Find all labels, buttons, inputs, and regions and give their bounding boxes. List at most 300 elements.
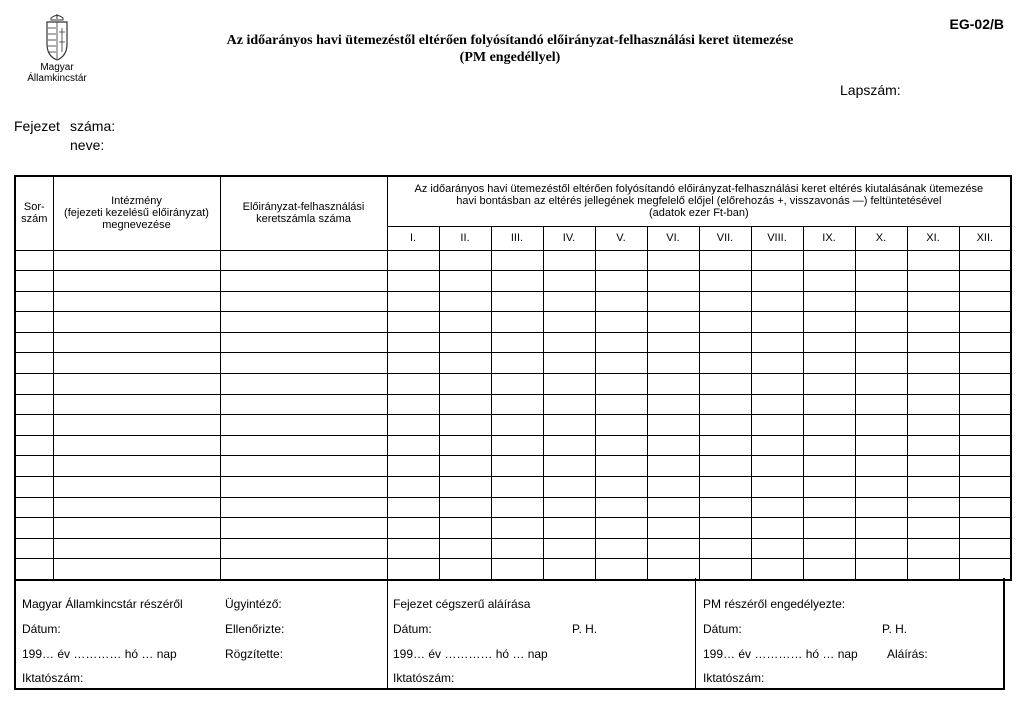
table-row xyxy=(15,518,1011,539)
table-cell[interactable] xyxy=(491,559,543,580)
table-cell[interactable] xyxy=(959,291,1011,312)
table-cell[interactable] xyxy=(543,497,595,518)
treasury-section-title: Magyar Államkincstár részéről xyxy=(22,597,183,611)
table-cell[interactable] xyxy=(959,435,1011,456)
table-cell[interactable] xyxy=(907,374,959,395)
table-cell[interactable] xyxy=(751,312,803,333)
table-cell[interactable] xyxy=(803,435,855,456)
table-cell[interactable] xyxy=(959,538,1011,559)
footer-divider xyxy=(387,578,388,690)
table-cell[interactable] xyxy=(387,291,439,312)
treasury-logo xyxy=(22,14,92,84)
table-cell[interactable] xyxy=(15,518,53,539)
table-cell[interactable] xyxy=(907,250,959,271)
table-cell[interactable] xyxy=(543,559,595,580)
table-row xyxy=(15,456,1011,477)
table-cell[interactable] xyxy=(15,497,53,518)
table-cell[interactable] xyxy=(855,415,907,436)
table-cell[interactable] xyxy=(855,312,907,333)
table-cell[interactable] xyxy=(387,497,439,518)
table-cell[interactable] xyxy=(53,312,220,333)
table-cell[interactable] xyxy=(439,374,491,395)
month-header: II. xyxy=(439,226,491,250)
table-cell[interactable] xyxy=(803,394,855,415)
table-row xyxy=(15,477,1011,498)
table-cell[interactable] xyxy=(751,538,803,559)
table-cell[interactable] xyxy=(803,291,855,312)
table-cell[interactable] xyxy=(439,559,491,580)
table-cell[interactable] xyxy=(15,332,53,353)
table-cell[interactable] xyxy=(439,435,491,456)
month-header: VI. xyxy=(647,226,699,250)
table-cell[interactable] xyxy=(699,374,751,395)
table-cell[interactable] xyxy=(53,456,220,477)
table-body xyxy=(15,250,1011,580)
table-cell[interactable] xyxy=(439,477,491,498)
table-cell[interactable] xyxy=(647,250,699,271)
month-header: I. xyxy=(387,226,439,250)
pm-stamp-label: P. H. xyxy=(882,622,908,636)
table-row xyxy=(15,497,1011,518)
table-cell[interactable] xyxy=(387,435,439,456)
table-cell[interactable] xyxy=(387,415,439,436)
table-cell[interactable] xyxy=(751,374,803,395)
table-cell[interactable] xyxy=(699,518,751,539)
table-cell[interactable] xyxy=(959,353,1011,374)
table-cell[interactable] xyxy=(53,291,220,312)
table-cell[interactable] xyxy=(751,497,803,518)
form-title-line2: (PM engedéllyel) xyxy=(459,50,561,65)
table-row xyxy=(15,250,1011,271)
table-cell[interactable] xyxy=(220,456,387,477)
table-cell[interactable] xyxy=(543,291,595,312)
table-cell[interactable] xyxy=(959,332,1011,353)
table-cell[interactable] xyxy=(53,271,220,292)
col-header-keretszamla-line1: Előirányzat-felhasználási xyxy=(242,201,365,214)
table-cell[interactable] xyxy=(907,394,959,415)
table-cell[interactable] xyxy=(439,271,491,292)
table-cell[interactable] xyxy=(387,477,439,498)
table-cell[interactable] xyxy=(53,435,220,456)
table-cell[interactable] xyxy=(220,497,387,518)
fejezet-date-line: 199… év ………… hó … nap xyxy=(393,647,548,661)
table-cell[interactable] xyxy=(647,477,699,498)
table-cell[interactable] xyxy=(959,374,1011,395)
table-cell[interactable] xyxy=(751,415,803,436)
table-cell[interactable] xyxy=(907,477,959,498)
table-cell[interactable] xyxy=(751,332,803,353)
table-row xyxy=(15,271,1011,292)
table-cell[interactable] xyxy=(491,250,543,271)
table-cell[interactable] xyxy=(220,477,387,498)
table-cell[interactable] xyxy=(439,332,491,353)
table-cell[interactable] xyxy=(543,415,595,436)
table-cell[interactable] xyxy=(53,374,220,395)
table-cell[interactable] xyxy=(53,353,220,374)
treasury-date-label: Dátum: xyxy=(22,622,61,636)
table-cell[interactable] xyxy=(907,415,959,436)
table-cell[interactable] xyxy=(15,477,53,498)
table-cell[interactable] xyxy=(855,271,907,292)
table-cell[interactable] xyxy=(491,353,543,374)
month-header: X. xyxy=(855,226,907,250)
fejezet-iktato-label: Iktatószám: xyxy=(393,671,455,685)
table-cell[interactable] xyxy=(647,538,699,559)
table-cell[interactable] xyxy=(803,456,855,477)
schedule-table xyxy=(14,175,1012,581)
table-cell[interactable] xyxy=(595,435,647,456)
table-cell[interactable] xyxy=(491,518,543,539)
table-cell[interactable] xyxy=(53,250,220,271)
table-cell[interactable] xyxy=(220,518,387,539)
table-cell[interactable] xyxy=(543,312,595,333)
table-cell[interactable] xyxy=(855,456,907,477)
table-cell[interactable] xyxy=(595,394,647,415)
table-cell[interactable] xyxy=(699,477,751,498)
signature-section xyxy=(14,578,1005,690)
table-cell[interactable] xyxy=(491,456,543,477)
table-cell[interactable] xyxy=(595,271,647,292)
table-cell[interactable] xyxy=(15,435,53,456)
table-cell[interactable] xyxy=(959,559,1011,580)
table-cell[interactable] xyxy=(595,291,647,312)
col-header-group-line1: Az időarányos havi ütemezéstől eltérően folyósítandó előirányzat-felhasználási keret eltérés kiutalásának ütemezése xyxy=(414,183,984,196)
table-cell[interactable] xyxy=(647,497,699,518)
table-cell[interactable] xyxy=(803,497,855,518)
table-cell[interactable] xyxy=(959,477,1011,498)
table-cell[interactable] xyxy=(803,271,855,292)
table-cell[interactable] xyxy=(803,312,855,333)
table-cell[interactable] xyxy=(751,435,803,456)
table-cell[interactable] xyxy=(387,518,439,539)
table-cell[interactable] xyxy=(647,415,699,436)
col-header-group-line3: (adatok ezer Ft-ban) xyxy=(649,207,749,220)
table-cell[interactable] xyxy=(220,538,387,559)
table-cell[interactable] xyxy=(491,291,543,312)
table-cell[interactable] xyxy=(959,312,1011,333)
table-cell[interactable] xyxy=(491,497,543,518)
table-cell[interactable] xyxy=(15,250,53,271)
table-cell[interactable] xyxy=(491,538,543,559)
table-cell[interactable] xyxy=(491,394,543,415)
table-cell[interactable] xyxy=(699,312,751,333)
table-cell[interactable] xyxy=(647,291,699,312)
table-cell[interactable] xyxy=(220,291,387,312)
table-cell[interactable] xyxy=(699,332,751,353)
table-cell[interactable] xyxy=(595,497,647,518)
table-cell[interactable] xyxy=(751,559,803,580)
table-cell[interactable] xyxy=(595,538,647,559)
table-cell[interactable] xyxy=(387,538,439,559)
fejezet-signature-title: Fejezet cégszerű aláírása xyxy=(393,597,531,611)
table-cell[interactable] xyxy=(543,456,595,477)
table-cell[interactable] xyxy=(543,250,595,271)
table-cell[interactable] xyxy=(699,497,751,518)
table-cell[interactable] xyxy=(751,394,803,415)
month-header: XI. xyxy=(907,226,959,250)
table-cell[interactable] xyxy=(15,374,53,395)
table-cell[interactable] xyxy=(907,538,959,559)
pm-approval-title: PM részéről engedélyezte: xyxy=(703,597,846,611)
table-cell[interactable] xyxy=(220,415,387,436)
table-cell[interactable] xyxy=(439,394,491,415)
form-title xyxy=(140,32,880,66)
table-cell[interactable] xyxy=(647,353,699,374)
col-header-group-line2: havi bontásban az eltérés jellegének megfelelő előjel (előrehozás +, visszavonás —) feltüntetésével xyxy=(456,195,942,208)
month-header: VII. xyxy=(699,226,751,250)
table-cell[interactable] xyxy=(751,353,803,374)
table-cell[interactable] xyxy=(907,312,959,333)
table-cell[interactable] xyxy=(647,332,699,353)
table-cell[interactable] xyxy=(907,559,959,580)
table-cell[interactable] xyxy=(595,374,647,395)
col-header-keretszamla xyxy=(220,176,387,250)
table-cell[interactable] xyxy=(959,271,1011,292)
table-cell[interactable] xyxy=(220,394,387,415)
table-cell[interactable] xyxy=(803,477,855,498)
table-cell[interactable] xyxy=(387,332,439,353)
table-cell[interactable] xyxy=(855,518,907,539)
table-cell[interactable] xyxy=(220,312,387,333)
table-cell[interactable] xyxy=(53,332,220,353)
table-cell[interactable] xyxy=(491,312,543,333)
table-cell[interactable] xyxy=(439,312,491,333)
table-cell[interactable] xyxy=(439,353,491,374)
col-header-intezmeny xyxy=(53,176,220,250)
table-cell[interactable] xyxy=(220,559,387,580)
footer-divider xyxy=(695,578,696,690)
table-cell[interactable] xyxy=(907,497,959,518)
col-header-keretszamla-line2: keretszámla száma xyxy=(256,213,351,226)
table-cell[interactable] xyxy=(387,271,439,292)
table-cell[interactable] xyxy=(699,435,751,456)
table-cell[interactable] xyxy=(907,271,959,292)
table-row xyxy=(15,291,1011,312)
table-cell[interactable] xyxy=(699,456,751,477)
table-cell[interactable] xyxy=(15,415,53,436)
fejezet-stamp-label: P. H. xyxy=(572,622,598,636)
table-cell[interactable] xyxy=(595,332,647,353)
col-header-intezmeny-line1: Intézmény xyxy=(111,195,162,208)
table-cell[interactable] xyxy=(803,415,855,436)
table-cell[interactable] xyxy=(439,291,491,312)
table-cell[interactable] xyxy=(439,497,491,518)
table-cell[interactable] xyxy=(543,394,595,415)
table-cell[interactable] xyxy=(595,312,647,333)
table-cell[interactable] xyxy=(543,435,595,456)
table-cell[interactable] xyxy=(15,559,53,580)
table-cell[interactable] xyxy=(491,332,543,353)
table-cell[interactable] xyxy=(53,415,220,436)
table-cell[interactable] xyxy=(803,518,855,539)
table-cell[interactable] xyxy=(220,374,387,395)
fejezet-date-label: Dátum: xyxy=(393,622,432,636)
month-header: VIII. xyxy=(751,226,803,250)
table-cell[interactable] xyxy=(803,353,855,374)
table-row xyxy=(15,353,1011,374)
table-row xyxy=(15,374,1011,395)
col-header-sorszam-text: Sor- szám xyxy=(21,201,48,226)
table-cell[interactable] xyxy=(907,332,959,353)
org-name-line1: Magyar xyxy=(40,62,74,73)
treasury-iktato-label: Iktatószám: xyxy=(22,671,84,685)
table-cell[interactable] xyxy=(647,518,699,539)
table-cell[interactable] xyxy=(543,332,595,353)
table-cell[interactable] xyxy=(959,394,1011,415)
table-cell[interactable] xyxy=(751,271,803,292)
table-cell[interactable] xyxy=(439,538,491,559)
table-cell[interactable] xyxy=(439,456,491,477)
table-row xyxy=(15,394,1011,415)
table-cell[interactable] xyxy=(595,250,647,271)
table-cell[interactable] xyxy=(699,353,751,374)
table-cell[interactable] xyxy=(699,291,751,312)
table-cell[interactable] xyxy=(53,477,220,498)
table-cell[interactable] xyxy=(803,538,855,559)
table-cell[interactable] xyxy=(491,477,543,498)
col-header-group xyxy=(387,176,1011,226)
table-cell[interactable] xyxy=(387,559,439,580)
table-cell[interactable] xyxy=(803,250,855,271)
table-cell[interactable] xyxy=(220,332,387,353)
table-cell[interactable] xyxy=(855,353,907,374)
col-header-intezmeny-line3: megnevezése xyxy=(102,219,171,232)
table-cell[interactable] xyxy=(543,538,595,559)
table-cell[interactable] xyxy=(803,332,855,353)
table-cell[interactable] xyxy=(647,374,699,395)
month-header: IX. xyxy=(803,226,855,250)
table-cell[interactable] xyxy=(15,538,53,559)
table-cell[interactable] xyxy=(855,332,907,353)
table-cell[interactable] xyxy=(491,374,543,395)
table-cell[interactable] xyxy=(907,518,959,539)
table-cell[interactable] xyxy=(699,271,751,292)
table-cell[interactable] xyxy=(543,353,595,374)
table-cell[interactable] xyxy=(595,518,647,539)
table-cell[interactable] xyxy=(647,559,699,580)
table-cell[interactable] xyxy=(699,415,751,436)
table-cell[interactable] xyxy=(220,435,387,456)
rogzitette-label: Rögzítette: xyxy=(225,647,284,661)
table-cell[interactable] xyxy=(699,394,751,415)
table-cell[interactable] xyxy=(387,353,439,374)
table-cell[interactable] xyxy=(387,312,439,333)
month-header: XII. xyxy=(959,226,1011,250)
table-cell[interactable] xyxy=(387,456,439,477)
table-cell[interactable] xyxy=(959,415,1011,436)
table-cell[interactable] xyxy=(387,394,439,415)
table-cell[interactable] xyxy=(491,435,543,456)
table-cell[interactable] xyxy=(751,456,803,477)
table-cell[interactable] xyxy=(959,497,1011,518)
table-cell[interactable] xyxy=(15,271,53,292)
table-row xyxy=(15,312,1011,333)
table-cell[interactable] xyxy=(220,353,387,374)
table-cell[interactable] xyxy=(491,415,543,436)
table-cell[interactable] xyxy=(907,435,959,456)
table-cell[interactable] xyxy=(387,250,439,271)
table-cell[interactable] xyxy=(907,291,959,312)
table-cell[interactable] xyxy=(220,271,387,292)
table-cell[interactable] xyxy=(15,353,53,374)
table-cell[interactable] xyxy=(439,518,491,539)
table-cell[interactable] xyxy=(595,477,647,498)
table-cell[interactable] xyxy=(959,250,1011,271)
table-cell[interactable] xyxy=(699,250,751,271)
table-cell[interactable] xyxy=(855,477,907,498)
pm-iktato-label: Iktatószám: xyxy=(703,671,765,685)
coat-of-arms-icon xyxy=(43,14,71,62)
table-cell[interactable] xyxy=(751,291,803,312)
table-cell[interactable] xyxy=(751,477,803,498)
table-cell[interactable] xyxy=(699,559,751,580)
table-cell[interactable] xyxy=(855,374,907,395)
month-header: V. xyxy=(595,226,647,250)
table-cell[interactable] xyxy=(15,394,53,415)
table-cell[interactable] xyxy=(647,456,699,477)
table-cell[interactable] xyxy=(543,477,595,498)
ugyintezo-label: Ügyintéző: xyxy=(225,597,282,611)
table-cell[interactable] xyxy=(907,456,959,477)
table-cell[interactable] xyxy=(907,353,959,374)
table-cell[interactable] xyxy=(53,559,220,580)
table-cell[interactable] xyxy=(53,394,220,415)
table-cell[interactable] xyxy=(595,456,647,477)
table-cell[interactable] xyxy=(855,291,907,312)
table-cell[interactable] xyxy=(53,538,220,559)
table-cell[interactable] xyxy=(855,250,907,271)
table-cell[interactable] xyxy=(387,374,439,395)
table-cell[interactable] xyxy=(855,394,907,415)
pm-date-line: 199… év ………… hó … nap xyxy=(703,647,858,661)
pm-date-label: Dátum: xyxy=(703,622,742,636)
table-cell[interactable] xyxy=(647,271,699,292)
table-cell[interactable] xyxy=(855,538,907,559)
table-cell[interactable] xyxy=(751,518,803,539)
form-code: EG-02/B xyxy=(949,16,1004,32)
table-cell[interactable] xyxy=(959,518,1011,539)
table-cell[interactable] xyxy=(595,559,647,580)
table-cell[interactable] xyxy=(855,497,907,518)
table-cell[interactable] xyxy=(543,374,595,395)
table-cell[interactable] xyxy=(53,497,220,518)
table-cell[interactable] xyxy=(543,518,595,539)
table-cell[interactable] xyxy=(439,250,491,271)
table-cell[interactable] xyxy=(15,456,53,477)
table-cell[interactable] xyxy=(15,291,53,312)
table-cell[interactable] xyxy=(699,538,751,559)
table-cell[interactable] xyxy=(220,250,387,271)
table-cell[interactable] xyxy=(15,312,53,333)
table-cell[interactable] xyxy=(751,250,803,271)
table-cell[interactable] xyxy=(855,559,907,580)
table-cell[interactable] xyxy=(959,456,1011,477)
fejezet-neve-label: neve: xyxy=(70,137,105,153)
table-cell[interactable] xyxy=(647,394,699,415)
table-cell[interactable] xyxy=(543,271,595,292)
table-cell[interactable] xyxy=(439,415,491,436)
table-row xyxy=(15,332,1011,353)
table-cell[interactable] xyxy=(803,559,855,580)
table-cell[interactable] xyxy=(53,518,220,539)
table-cell[interactable] xyxy=(647,312,699,333)
table-cell[interactable] xyxy=(855,435,907,456)
table-cell[interactable] xyxy=(647,435,699,456)
table-cell[interactable] xyxy=(595,353,647,374)
table-cell[interactable] xyxy=(595,415,647,436)
table-cell[interactable] xyxy=(491,271,543,292)
table-cell[interactable] xyxy=(803,374,855,395)
